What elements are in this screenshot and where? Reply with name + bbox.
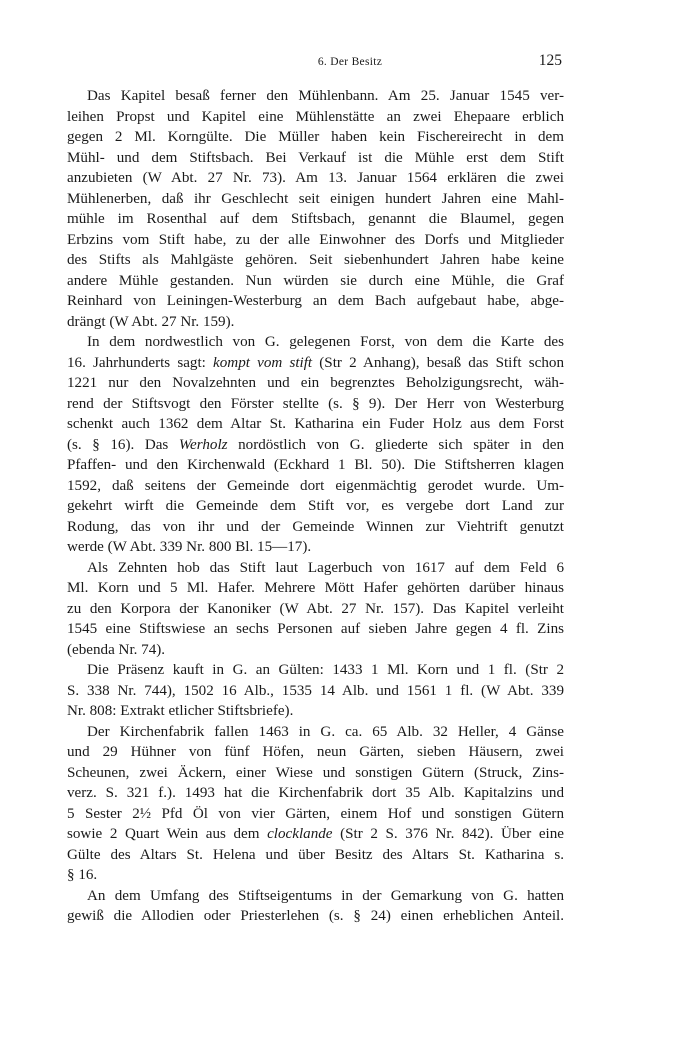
- text-line: [67, 804, 564, 825]
- text-line: Nr. 808: Extrakt etlicher Stiftsbriefe).: [67, 703, 294, 719]
- text-line: anzubieten (W Abt. 27 Nr. 73). Am 13. Januar 1564 erklären die zwei: [67, 170, 564, 186]
- italic-term: clocklande: [267, 826, 333, 842]
- text-line: [67, 783, 564, 804]
- text-line: [67, 332, 564, 353]
- text-segment: Der Kirchenfabrik fallen 1463 in G. ca. 65 Alb. 32 Heller, 4 Gänse: [87, 723, 564, 740]
- text-line: Mühl- und dem Stiftsbach. Bei Verkauf ist die Mühle erst dem Stift: [67, 149, 564, 166]
- text-line: [67, 455, 564, 476]
- text-segment: sowie 2 Quart Wein aus dem: [67, 826, 268, 842]
- text-line: Erbzins vom Stift habe, zu der alle Einwohner des Dorfs und Mitglieder: [67, 231, 564, 248]
- text-line: gewiß die Allodien oder Priesterlehen (s. § 24) einen erheblichen Anteil.: [67, 908, 564, 924]
- text-line: [67, 353, 564, 374]
- text-segment: 5 Sester 2½ Pfd Öl von vier Gärten, einem Hof und sonstigen Gütern: [67, 805, 564, 822]
- text-line: [67, 517, 564, 538]
- text-line: [67, 865, 564, 886]
- text-line: An dem Umfang des Stiftseigentums in der Gemarkung von G. hatten: [87, 887, 564, 904]
- text-line: [67, 763, 564, 784]
- text-segment: werde (W Abt. 339 Nr. 800 Bl. 15—17).: [67, 539, 312, 555]
- text-segment: Gülte des Altars St. Helena und über Besitz des Altars St. Katharina s.: [67, 846, 564, 863]
- text-line: mühle im Rosenthal auf dem Stiftsbach, genannt die Blaumel, gegen: [67, 211, 564, 227]
- page-number: 125: [538, 52, 562, 69]
- text-segment: Pfaffen- und den Kirchenwald (Eckhard 1 Bl. 50). Die Stiftsherren klagen: [67, 457, 564, 473]
- text-segment: 16. Jahrhunderts sagt:: [67, 354, 214, 371]
- text-line: Mühlenerben, daß ihr Geschlecht seit einigen hundert Jahren eine Mahl-: [67, 190, 564, 207]
- text-line: [67, 435, 564, 456]
- text-line: [67, 414, 564, 435]
- text-line: Die Präsenz kauft in G. an Gülten: 1433 1 Ml. Korn und 1 fl. (Str 2: [87, 662, 564, 678]
- text-segment: rend der Stiftsvogt den Förster stellte (s. § 9). Der Herr von Westerburg: [67, 395, 564, 412]
- text-line: Als Zehnten hob das Stift laut Lagerbuch von 1617 auf dem Feld 6: [87, 559, 564, 576]
- paragraph: [67, 660, 564, 722]
- text-segment: (s. § 16). Das: [67, 436, 179, 453]
- body-text: [67, 86, 564, 927]
- text-segment: Scheunen, zwei Äckern, einer Wiese und sonstigen Gütern (Struck, Zins-: [67, 764, 564, 781]
- text-segment: Rodung, das von ihr und der Gemeinde Winnen zur Viehtrift genutzt: [67, 518, 564, 535]
- text-segment: 1592, daß seitens der Gemeinde dort eigenmächtig gerodet wurde. Um-: [67, 477, 564, 494]
- text-segment: 1221 nur den Novalzehnten und ein begrenztes Beholzigungsrecht, wäh-: [67, 375, 564, 391]
- text-line: drängt (W Abt. 27 Nr. 159).: [67, 313, 235, 330]
- text-line: gegen 2 Ml. Korngülte. Die Müller haben kein Fischereirecht in dem: [67, 129, 564, 145]
- text-line: [67, 476, 564, 497]
- paragraph: [67, 886, 564, 927]
- text-line: andere Mühle gestanden. Nun würden sie durch eine Mühle, die Graf: [67, 272, 564, 289]
- text-segment: nordöstlich von G. gliederte sich später in den: [227, 436, 564, 453]
- text-line: des Stifts als Mahlgäste gehören. Seit siebenhundert Jahren habe keine: [67, 252, 564, 268]
- text-line: [67, 742, 564, 763]
- text-segment: gekehrt wirft die Gemeinde dem Stift vor, es vergebe dort Land zur: [67, 498, 564, 514]
- text-segment: In dem nordwestlich von G. gelegenen Forst, von dem die Karte des: [87, 334, 564, 350]
- text-segment: und 29 Hühner von fünf Höfen, neun Gärten, sieben Häusern, zwei: [67, 744, 564, 760]
- text-line: leihen Propst und Kapitel eine Mühlenstätte an zwei Ehepaare erblich: [67, 108, 564, 125]
- text-segment: (Str 2 Anhang), besaß das Stift schon: [312, 354, 564, 371]
- italic-term: kompt vom stift: [213, 354, 313, 371]
- running-head: [0, 52, 700, 72]
- text-line: [67, 373, 564, 394]
- text-line: (ebenda Nr. 74).: [67, 641, 166, 658]
- text-line: [67, 824, 564, 845]
- paragraph: [67, 332, 564, 558]
- text-line: Reinhard von Leiningen-Westerburg an dem Bach aufgebaut habe, abge-: [67, 293, 564, 309]
- text-segment: § 16.: [67, 867, 98, 883]
- text-line: S. 338 Nr. 744), 1502 16 Alb., 1535 14 Alb. und 1561 1 fl. (W Abt. 339: [67, 682, 564, 699]
- paragraph: [67, 86, 564, 332]
- italic-term: Werholz: [178, 436, 228, 453]
- text-line: Das Kapitel besaß ferner den Mühlenbann. Am 25. Januar 1545 ver-: [87, 88, 564, 104]
- running-title: 6. Der Besitz: [317, 56, 383, 68]
- text-segment: verz. S. 321 f.). 1493 hat die Kirchenfabrik dort 35 Alb. Kapitalzins und: [67, 785, 564, 801]
- text-segment: (Str 2 S. 376 Nr. 842). Über eine: [332, 826, 564, 842]
- text-line: zu den Korpora der Kanoniker (W Abt. 27 Nr. 157). Das Kapitel verleiht: [67, 600, 564, 617]
- text-line: [67, 496, 564, 517]
- text-segment: schenkt auch 1362 dem Altar St. Katharina ein Fuder Holz aus dem Forst: [67, 416, 564, 432]
- text-line: Ml. Korn und 5 Ml. Hafer. Mehrere Mött Hafer gehörten darüber hinaus: [67, 580, 564, 596]
- text-line: [67, 722, 564, 743]
- text-line: 1545 eine Stiftswiese an sechs Personen auf sieben Jahre gegen 4 fl. Zins: [67, 621, 564, 637]
- text-line: [67, 394, 564, 415]
- paragraph: [67, 558, 564, 661]
- text-line: [67, 537, 564, 558]
- paragraph: [67, 722, 564, 886]
- text-line: [67, 845, 564, 866]
